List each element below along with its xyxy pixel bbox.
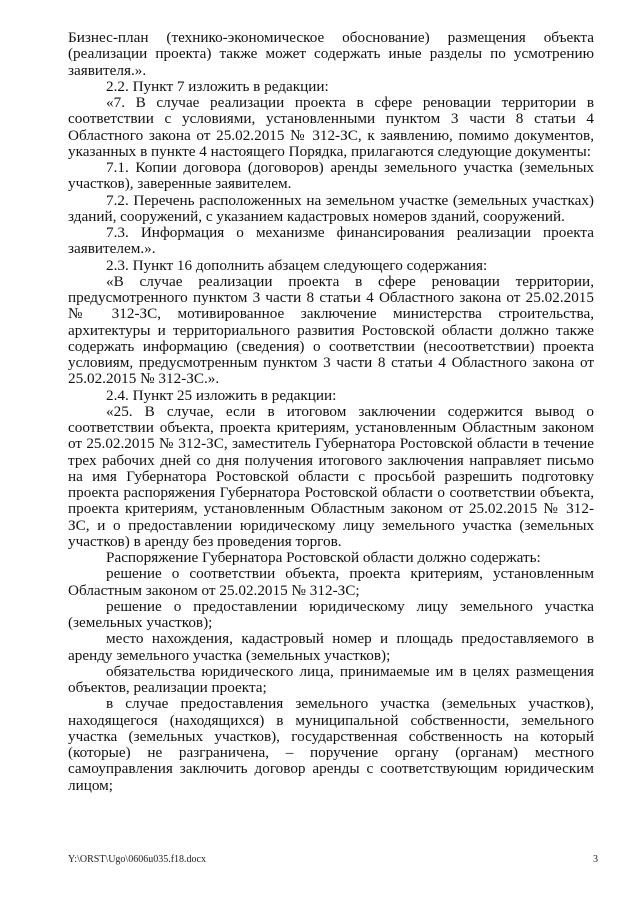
paragraph-11: Распоряжение Губернатора Ростовской области должно содержать: [106, 549, 541, 566]
footer-page-number: 3 [593, 854, 598, 865]
footer-file-path: Y:\ORST\Ugo\0606u035.f18.docx [68, 854, 206, 865]
paragraph-13: решение о предоставлении юридическому лицу земельного участка (земельных участков); [68, 597, 594, 631]
paragraph-2: 2.2. Пункт 7 изложить в редакции: [106, 77, 329, 95]
paragraph-10: «25. В случае, если в итоговом заключении содержится вывод о соответствии объекта, проекта критериям, установленным Областным законом от 25.02.2015 № 312-ЗС, заместитель Губернатора Ростовской области в течение трех рабочих дней со дня получения итогового заключения направляет письмо на имя Губернатора Ростовской области с просьбой разрешить подготовку проекта распоряжения Губернатора Ростовской области о соответствии объекта, проекта критериям, установленным Областным законом от 25.02.2015 № 312-ЗС, и о предоставлении юридическому лицу земельного участка (земельных участков) в аренду без проведения торгов. [68, 402, 594, 550]
paragraph-6: 7.3. Информация о механизме финансирования реализации проекта заявителем.». [68, 224, 594, 258]
paragraph-16: в случае предоставления земельного участка (земельных участков), находящегося (находящихся) в муниципальной собственности, земельного участка (земельных участков), государственная собственность на который (которые) не разграничена, – поручение органу (органам) местного самоуправления заключить договор аренды с соответствующим юридическим лицом; [68, 695, 594, 794]
paragraph-8: «В случае реализации проекта в сфере реновации территории, предусмотренного пунктом 3 части 8 статьи 4 Областного закона от 25.02.2015 № 312-ЗС, мотивированное заключение министерства строительства, архитектуры и территориального развития Ростовской области должно также содержать информацию (сведения) о соответствии (несоответствии) проекта условиям, предусмотренным пунктом 3 части 8 статьи 4 Областного закона от 25.02.2015 № 312-ЗС.». [68, 272, 594, 388]
paragraph-3: «7. В случае реализации проекта в сфере реновации территории в соответствии с условиями, установленными пунктом 3 части 8 статьи 4 Областного закона от 25.02.2015 № 312-ЗС, к заявлению, помимо документов, указанных в пункте 4 настоящего Порядка, прилагаются следующие документы: [68, 94, 594, 160]
paragraph-15: обязательства юридического лица, принимаемые им в целях размещения объектов, реализации проекта; [68, 662, 594, 696]
paragraph-12: решение о соответствии объекта, проекта критериям, установленным Областным законом от 25.02.2015 № 312-ЗС; [68, 565, 594, 599]
paragraph-7: 2.3. Пункт 16 дополнить абзацем следующего содержания: [106, 256, 488, 274]
paragraph-1: Бизнес-план (технико-экономическое обоснование) размещения объекта (реализации проекта) также может содержать иные разделы по усмотрению заявителя.». [68, 29, 594, 79]
document-body [68, 30, 594, 794]
paragraph-5: 7.2. Перечень расположенных на земельном участке (земельных участках) зданий, сооружений, с указанием кадастровых номеров зданий, сооружений. [68, 191, 594, 225]
paragraph-4: 7.1. Копии договора (договоров) аренды земельного участка (земельных участков), заверенные заявителем. [68, 159, 594, 193]
paragraph-14: место нахождения, кадастровый номер и площадь предоставляемого в аренду земельного участка (земельных участков); [68, 630, 594, 664]
paragraph-9: 2.4. Пункт 25 изложить в редакции: [106, 386, 337, 404]
